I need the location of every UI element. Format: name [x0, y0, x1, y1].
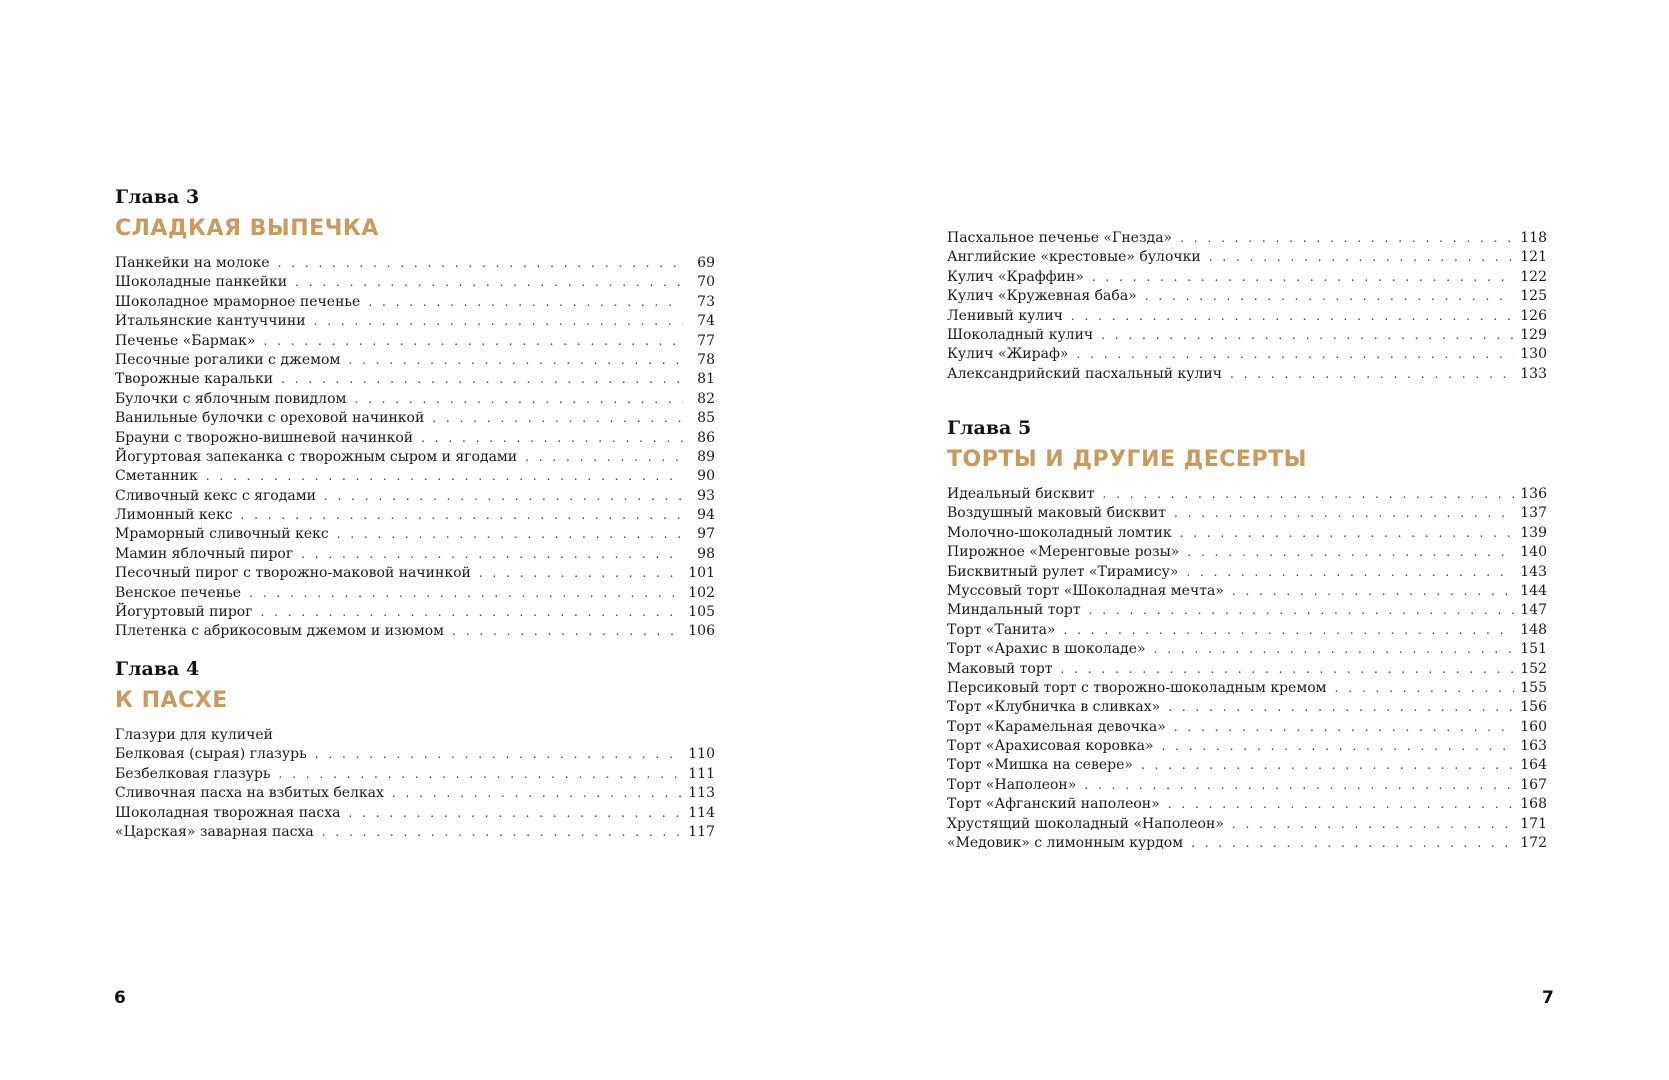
toc-entry-title: Мамин яблочный пирог [115, 545, 294, 562]
toc-entry-title: Белковая (сырая) глазурь [115, 746, 307, 763]
toc-entry [947, 756, 1547, 775]
toc-entry-title: Шоколадное мраморное печенье [115, 293, 361, 310]
toc-entry [115, 254, 715, 273]
toc-entry [947, 504, 1547, 523]
toc-entry-title: Молочно-шоколадный ломтик [947, 524, 1172, 541]
toc-entry-page: 89 [697, 448, 715, 465]
chapter-4-block [115, 658, 715, 842]
toc-entry-title: Сливочный кекс с ягодами [115, 487, 316, 504]
toc-entry-page: 151 [1520, 641, 1547, 658]
dot-leader [295, 273, 683, 292]
dot-leader [354, 390, 683, 409]
toc-entry-title: Александрийский пасхальный кулич [947, 365, 1222, 382]
toc-entry-title: Пасхальное печенье «Гнезда» [947, 230, 1173, 246]
toc-entry-title: Сметанник [115, 468, 198, 485]
dot-leader [1186, 563, 1514, 582]
dot-leader [1232, 582, 1514, 601]
dot-leader [301, 545, 683, 564]
dot-leader [1168, 795, 1515, 814]
toc-entry-title: Торт «Наполеон» [947, 776, 1077, 793]
left-page [0, 0, 834, 1080]
toc-entry-title: Миндальный торт [947, 602, 1081, 619]
dot-leader [392, 784, 682, 803]
toc-entry-title: Маковый торт [947, 660, 1053, 677]
toc-entry-page: 110 [688, 746, 715, 763]
toc-entry-title: Ванильные булочки с ореховой начинкой [115, 410, 425, 427]
toc-entry [947, 524, 1547, 543]
toc-entry-page: 97 [697, 526, 715, 543]
toc-entry [115, 487, 715, 506]
dot-leader [1162, 737, 1515, 756]
toc-entry [115, 467, 715, 486]
toc-entry-page: 148 [1520, 621, 1547, 638]
toc-entry-title: Торт «Мишка на севере» [947, 757, 1133, 774]
dot-leader [479, 564, 682, 583]
toc-entry-page: 172 [1520, 835, 1547, 852]
toc-entry-title: Безбелковая глазурь [115, 765, 271, 782]
toc-entry [115, 765, 715, 784]
toc-entry-title: Шоколадная творожная пасха [115, 804, 341, 821]
toc-entry [947, 776, 1547, 795]
toc-entry-title: Булочки с яблочным повидлом [115, 390, 347, 407]
toc-entry-title: Воздушный маковый бисквит [947, 505, 1167, 522]
toc-entry [115, 784, 715, 803]
dot-leader [1209, 248, 1515, 267]
toc-entry-title: Муссовый торт «Шоколадная мечта» [947, 582, 1224, 599]
dot-leader [1089, 601, 1515, 620]
dot-leader [314, 312, 683, 331]
toc-entry [947, 621, 1547, 640]
dot-leader [452, 622, 682, 641]
toc-entry-page: 118 [1520, 230, 1547, 246]
toc-entry [115, 603, 715, 622]
toc-entry [115, 351, 715, 370]
dot-leader [1061, 660, 1515, 679]
toc-entry-title: «Медовик» с лимонным курдом [947, 835, 1184, 852]
toc-entry [947, 248, 1547, 267]
toc-entry [947, 834, 1547, 853]
toc-entry-title: Печенье «Бармак» [115, 332, 256, 349]
toc-entry [947, 268, 1547, 287]
toc-entry [115, 370, 715, 389]
toc-entry [947, 543, 1547, 562]
toc-entry-title: Торт «Клубничка в сливках» [947, 699, 1161, 716]
dot-leader [279, 765, 683, 784]
toc-entry-title: Торт «Арахис в шоколаде» [947, 641, 1146, 658]
dot-leader [1064, 621, 1515, 640]
toc-entry-page: 125 [1520, 288, 1547, 305]
toc-entry-title: Шоколадный кулич [947, 326, 1094, 343]
dot-leader [1084, 776, 1514, 795]
toc-entry [947, 582, 1547, 601]
toc-entry-title: Брауни с творожно-вишневой начинкой [115, 429, 414, 446]
toc-entry-title: Торт «Афганский наполеон» [947, 796, 1160, 813]
dot-leader [1232, 815, 1514, 834]
toc-entry [115, 506, 715, 525]
toc-entry [947, 326, 1547, 345]
dot-leader [206, 467, 683, 486]
toc-entry-title: Итальянские кантуччини [115, 313, 306, 330]
toc-entry-title: Торт «Танита» [947, 621, 1056, 638]
toc-entry-page: 81 [697, 371, 715, 388]
dot-leader [1168, 698, 1514, 717]
toc-entry [947, 737, 1547, 756]
toc-entry-page: 78 [697, 351, 715, 368]
toc-entry-page: 111 [688, 765, 715, 782]
toc-entry [947, 563, 1547, 582]
dot-leader [525, 448, 683, 467]
toc-entry-title: Панкейки на молоке [115, 255, 270, 271]
chapter-5-block [947, 417, 1547, 853]
toc-entry-page: 94 [697, 507, 715, 524]
right-page [835, 0, 1669, 1080]
toc-entry-title: Плетенка с абрикосовым джемом и изюмом [115, 623, 445, 640]
toc-entry-page: 144 [1520, 582, 1547, 599]
toc-entry [947, 287, 1547, 306]
toc-entry [115, 293, 715, 312]
toc-subheading-label: Глазури для куличей [115, 727, 274, 743]
toc-entry-page: 77 [697, 332, 715, 349]
chapter-title: ТОРТЫ И ДРУГИЕ ДЕСЕРТЫ [947, 447, 1307, 472]
toc-entry-title: Бисквитный рулет «Тирамису» [947, 563, 1179, 580]
toc-entry [115, 584, 715, 603]
toc-entry [947, 345, 1547, 364]
toc-entry [115, 409, 715, 428]
toc-entry [947, 365, 1547, 384]
dot-leader [1145, 287, 1515, 306]
toc-entry-title: Песочные рогалики с джемом [115, 351, 341, 368]
toc-entry-page: 98 [697, 545, 715, 562]
toc-entry-title: Торт «Карамельная девочка» [947, 718, 1166, 735]
dot-leader [348, 804, 682, 823]
toc-entry-title: Пирожное «Меренговые розы» [947, 544, 1180, 561]
toc-entry-page: 129 [1520, 326, 1547, 343]
toc-entry-page: 126 [1520, 307, 1547, 324]
toc-list [947, 485, 1547, 853]
dot-leader [281, 370, 683, 389]
chapter-title: К ПАСХЕ [115, 688, 228, 713]
toc-entry-page: 69 [697, 255, 715, 271]
toc-entry-title: Йогуртовая запеканка с творожным сыром и ягодами [115, 448, 518, 465]
toc-entry [115, 622, 715, 641]
dot-leader [368, 293, 683, 312]
toc-entry-page: 106 [688, 623, 715, 640]
toc-entry [947, 718, 1547, 737]
toc-entry-title: Песочный пирог с творожно-маковой начинкой [115, 565, 471, 582]
toc-entry-title: «Царская» заварная пасха [115, 823, 314, 840]
toc-entry-title: Кулич «Жираф» [947, 346, 1069, 363]
toc-entry-page: 73 [697, 293, 715, 310]
toc-entry-page: 74 [697, 313, 715, 330]
toc-entry-page: 133 [1520, 365, 1547, 382]
dot-leader [1180, 229, 1514, 248]
toc-entry-page: 139 [1520, 524, 1547, 541]
toc-entry-page: 147 [1520, 602, 1547, 619]
toc-entry [115, 429, 715, 448]
chapter-3-block [115, 186, 715, 642]
toc-entry-page: 105 [688, 604, 715, 621]
toc-entry-page: 130 [1520, 346, 1547, 363]
toc-entry-page: 93 [697, 487, 715, 504]
toc-list [115, 254, 715, 642]
chapter-number: Глава 4 [115, 658, 200, 680]
toc-entry-page: 121 [1520, 249, 1547, 266]
toc-entry-page: 86 [697, 429, 715, 446]
page-number: 7 [1542, 988, 1554, 1008]
toc-entry [115, 525, 715, 544]
toc-entry [115, 823, 715, 842]
toc-entry-page: 137 [1520, 505, 1547, 522]
dot-leader [1154, 640, 1515, 659]
dot-leader [1071, 307, 1514, 326]
toc-subheading [115, 726, 715, 745]
dot-leader [1187, 543, 1514, 562]
toc-entry-page: 136 [1520, 486, 1547, 502]
dot-leader [278, 254, 683, 273]
toc-entry [947, 601, 1547, 620]
toc-entry-title: Шоколадные панкейки [115, 274, 288, 291]
toc-entry-title: Мраморный сливочный кекс [115, 526, 329, 543]
toc-entry-page: 171 [1520, 815, 1547, 832]
toc-entry-page: 70 [697, 274, 715, 291]
toc-entry-page: 113 [688, 785, 715, 802]
chapter-number: Глава 5 [947, 417, 1032, 439]
toc-entry-page: 156 [1520, 699, 1547, 716]
toc-list [947, 229, 1547, 384]
toc-entry-title: Идеальный бисквит [947, 486, 1095, 502]
toc-entry-page: 85 [697, 410, 715, 427]
dot-leader [337, 525, 683, 544]
toc-entry [115, 448, 715, 467]
toc-entry-title: Сливочная пасха на взбитых белках [115, 785, 384, 802]
toc-entry-title: Торт «Арахисовая коровка» [947, 738, 1154, 755]
toc-entry-title: Хрустящий шоколадный «Наполеон» [947, 815, 1224, 832]
toc-entry [947, 795, 1547, 814]
dot-leader [432, 409, 683, 428]
toc-entry-title: Кулич «Краффин» [947, 268, 1084, 285]
toc-entry [115, 390, 715, 409]
dot-leader [249, 584, 682, 603]
toc-entry [115, 804, 715, 823]
page-number: 6 [114, 988, 126, 1008]
dot-leader [1174, 718, 1515, 737]
dot-leader [348, 351, 683, 370]
toc-entry-page: 90 [697, 468, 715, 485]
toc-entry [947, 679, 1547, 698]
toc-entry [115, 332, 715, 351]
toc-entry-title: Венское печенье [115, 584, 242, 601]
toc-entry-page: 102 [688, 584, 715, 601]
toc-entry-page: 117 [688, 823, 715, 840]
dot-leader [322, 823, 683, 842]
toc-entry [947, 485, 1547, 504]
chapter-title: СЛАДКАЯ ВЫПЕЧКА [115, 216, 379, 241]
dot-leader [315, 745, 683, 764]
toc-entry [947, 307, 1547, 326]
toc-entry [947, 660, 1547, 679]
toc-entry-title: Йогуртовый пирог [115, 604, 253, 621]
toc-entry [947, 698, 1547, 717]
dot-leader [1092, 268, 1514, 287]
toc-entry-page: 152 [1520, 660, 1547, 677]
toc-entry-title: Творожные каральки [115, 371, 274, 388]
dot-leader [324, 487, 683, 506]
toc-entry [947, 815, 1547, 834]
dot-leader [1180, 524, 1515, 543]
dot-leader [1101, 326, 1514, 345]
toc-entry-title: Персиковый торт с творожно-шоколадным кремом [947, 679, 1327, 696]
toc-list [115, 745, 715, 842]
toc-entry [115, 545, 715, 564]
dot-leader [1103, 485, 1515, 504]
dot-leader [261, 603, 683, 622]
chapter-4-continued-block [947, 229, 1547, 384]
toc-entry-page: 143 [1520, 563, 1547, 580]
toc-entry [115, 745, 715, 764]
toc-entry-title: Ленивый кулич [947, 307, 1063, 324]
dot-leader [1174, 504, 1514, 523]
dot-leader [1335, 679, 1515, 698]
toc-entry [947, 229, 1547, 248]
toc-entry-page: 82 [697, 390, 715, 407]
toc-entry-page: 140 [1520, 544, 1547, 561]
dot-leader [1230, 365, 1514, 384]
toc-entry [115, 312, 715, 331]
toc-entry-page: 122 [1520, 268, 1547, 285]
toc-entry-page: 164 [1520, 757, 1547, 774]
dot-leader [1191, 834, 1514, 853]
toc-list [115, 726, 715, 745]
toc-entry-page: 155 [1520, 679, 1547, 696]
dot-leader [241, 506, 683, 525]
toc-entry-title: Английские «крестовые» булочки [947, 249, 1201, 266]
dot-leader [1076, 345, 1514, 364]
dot-leader [421, 429, 683, 448]
toc-entry-title: Кулич «Кружевная баба» [947, 288, 1137, 305]
toc-entry-title: Лимонный кекс [115, 507, 233, 524]
toc-entry-page: 101 [688, 565, 715, 582]
toc-entry-page: 160 [1520, 718, 1547, 735]
toc-entry-page: 114 [688, 804, 715, 821]
toc-entry-page: 163 [1520, 738, 1547, 755]
toc-entry [115, 273, 715, 292]
toc-entry [115, 564, 715, 583]
dot-leader [263, 332, 683, 351]
toc-entry-page: 168 [1520, 796, 1547, 813]
dot-leader [1141, 756, 1514, 775]
toc-entry-page: 167 [1520, 776, 1547, 793]
toc-entry [947, 640, 1547, 659]
chapter-number: Глава 3 [115, 186, 200, 208]
